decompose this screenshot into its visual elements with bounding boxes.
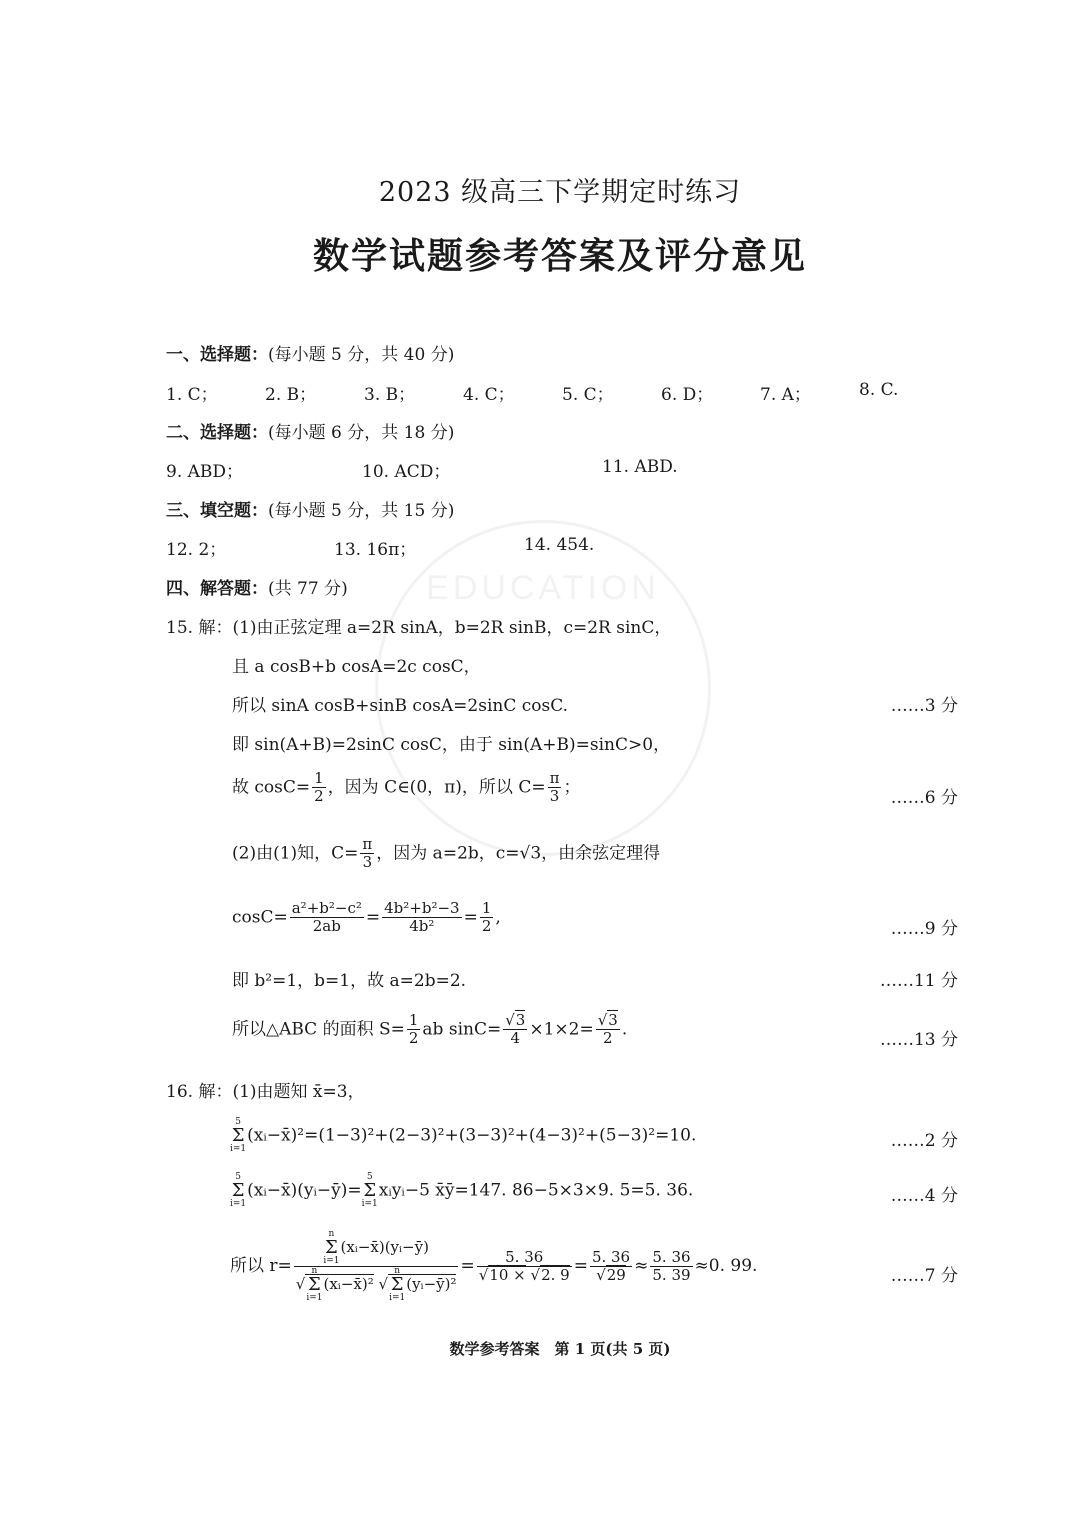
section-1-heading bbox=[166, 340, 454, 365]
fraction-value-1 bbox=[477, 1249, 572, 1285]
sqrt-term-x bbox=[305, 1266, 374, 1303]
sqrt-radicand: 3 bbox=[608, 1011, 618, 1029]
frac-num: π bbox=[549, 769, 560, 787]
frac-num: 4b²+b²−3 bbox=[384, 899, 460, 917]
answer-6: 6. D； bbox=[661, 385, 714, 405]
p16-line-1: 16. 解：(1)由题知 x̄=3， bbox=[166, 1082, 365, 1102]
section-4-heading bbox=[166, 574, 348, 599]
fraction-value-3 bbox=[650, 1249, 692, 1285]
fraction-sqrt3-over-2 bbox=[596, 1012, 620, 1048]
fraction-sqrt3-over-4 bbox=[503, 1012, 527, 1048]
fraction-correlation bbox=[294, 1230, 459, 1303]
sigma-bottom: i=1 bbox=[361, 1199, 378, 1209]
section-2-heading bbox=[166, 418, 454, 443]
den-x: (xᵢ−x̄)² bbox=[323, 1275, 374, 1293]
section-2-label: 二、选择题： bbox=[166, 423, 268, 443]
p15-l5-a: 故 cosC= bbox=[232, 777, 311, 798]
p15-line-5 bbox=[232, 770, 580, 806]
frac-den: 2 bbox=[481, 917, 492, 936]
frac-num: π bbox=[362, 835, 373, 853]
sqrt-29: 29 bbox=[606, 1266, 626, 1284]
frac-den: 4 bbox=[510, 1029, 521, 1048]
sigma-top: 5 bbox=[235, 1117, 241, 1127]
fraction-half bbox=[480, 900, 494, 936]
frac-num: 1 bbox=[314, 769, 324, 787]
p16-line-4: 所以 r= n Σ i=1(xᵢ−x̄)(yᵢ−ȳ) √n Σ i=1(xᵢ−x̄)² √n Σ i=1(yᵢ−ȳ)² = $\frac{5. 36}{√10 \times √2. 9}$ = $\frac{5. 36}{√29}$ ≈ $\frac{5. 36}{5. 39}$ ≈0. 99. bbox=[230, 1229, 758, 1303]
frac-num: 5. 36 bbox=[477, 1249, 572, 1267]
frac-num: 5. 36 bbox=[591, 1247, 631, 1266]
fraction-pi-third bbox=[548, 770, 562, 806]
section-2-note: (每小题 6 分，共 18 分) bbox=[268, 423, 455, 443]
p15-l6-a: (2)由(1)知，C= bbox=[232, 843, 359, 864]
p15-l9-b: ab sinC= bbox=[422, 1019, 502, 1040]
answer-13: 13. 16π； bbox=[334, 540, 417, 560]
frac-den: 3 bbox=[362, 853, 373, 872]
frac-den: 2 bbox=[602, 1029, 613, 1048]
title-line2: 数学试题参考答案及评分意见 bbox=[312, 235, 807, 277]
fraction-pi-third bbox=[360, 836, 374, 872]
p15-l5-c: ； bbox=[563, 777, 581, 798]
p16-score-7: ……7 分 bbox=[890, 1266, 958, 1286]
p15-score-11: ……11 分 bbox=[879, 971, 958, 991]
frac-num: √3 bbox=[505, 1011, 526, 1029]
p15-line-8: 即 b²=1，b=1，故 a=2b=2. bbox=[232, 971, 467, 991]
sigma-icon: n Σ i=1 bbox=[389, 1266, 406, 1303]
answer-3: 3. B； bbox=[364, 385, 416, 405]
answer-1: 1. C； bbox=[166, 385, 218, 405]
page-footer: 数学参考答案 第 1 页(共 5 页) bbox=[449, 1340, 671, 1358]
p15-line-7: cosC= $\frac{\text{a²+b²−c²}}{2ab}$ = $\frac{\text{4b²+b²−3}}{\text{4b²}}$ = $\frac{1}{2}$ , bbox=[232, 899, 501, 936]
sigma-bottom: i=1 bbox=[230, 1144, 247, 1154]
section-3-note: (每小题 5 分，共 15 分) bbox=[268, 501, 455, 521]
sigma-bottom: i=1 bbox=[389, 1293, 406, 1303]
sigma-bottom: i=1 bbox=[306, 1293, 323, 1303]
sqrt-2-9: 2. 9 bbox=[541, 1266, 570, 1284]
sigma-icon: 5 Σ i=1 bbox=[361, 1172, 378, 1209]
section-4-note: (共 77 分) bbox=[268, 579, 348, 599]
frac-den: √10 × √2. 9 bbox=[478, 1266, 570, 1284]
p15-score-3: ……3 分 bbox=[890, 696, 958, 716]
p15-line-4: 即 sin(A+B)=2sinC cosC，由于 sin(A+B)=sinC>0， bbox=[232, 735, 671, 755]
answer-8: 8. C. bbox=[859, 380, 899, 400]
p16-score-4: ……4 分 bbox=[890, 1186, 958, 1206]
frac-den: 2 bbox=[314, 787, 324, 806]
section-1-note: (每小题 5 分，共 40 分) bbox=[268, 345, 455, 365]
sigma-icon: n Σ i=1 bbox=[306, 1266, 323, 1303]
fraction-cosine-law bbox=[290, 900, 364, 936]
frac-num: a²+b²−c² bbox=[291, 899, 362, 917]
sigma-top: n bbox=[394, 1266, 401, 1276]
answer-10: 10. ACD； bbox=[362, 462, 451, 482]
answer-4: 4. C； bbox=[463, 385, 515, 405]
frac-den: 5. 39 bbox=[652, 1266, 691, 1284]
p15-l9-a: 所以△ABC 的面积 S= bbox=[232, 1019, 405, 1040]
section-3-label: 三、填空题： bbox=[166, 501, 268, 521]
answer-5: 5. C； bbox=[562, 385, 614, 405]
frac-num bbox=[294, 1230, 459, 1267]
frac-num: 1 bbox=[408, 1011, 419, 1029]
sigma-top: 5 bbox=[366, 1172, 373, 1182]
p16-l2-text: (xᵢ−x̄)²=(1−3)²+(2−3)²+(3−3)²+(4−3)²+(5−3)²=10. bbox=[247, 1125, 697, 1146]
answer-7: 7. A； bbox=[760, 385, 811, 405]
sigma-bottom: i=1 bbox=[323, 1256, 340, 1266]
frac-num: 1 bbox=[481, 899, 492, 917]
den-y: (yᵢ−ȳ)² bbox=[406, 1275, 457, 1293]
sqrt-term-y bbox=[388, 1266, 457, 1303]
sigma-bottom: i=1 bbox=[230, 1199, 247, 1209]
num-text: (xᵢ−x̄)(yᵢ−ȳ) bbox=[340, 1238, 429, 1256]
answer-14: 14. 454. bbox=[524, 535, 595, 555]
p16-score-2: ……2 分 bbox=[890, 1131, 958, 1151]
frac-den: 3 bbox=[549, 787, 560, 806]
sqrt-radicand: 3 bbox=[515, 1011, 526, 1029]
watermark-seal bbox=[375, 520, 711, 856]
sigma-top: 5 bbox=[235, 1172, 241, 1182]
frac-den: 4b² bbox=[409, 917, 435, 936]
p15-line-1: 15. 解：(1)由正弦定理 a=2R sinA，b=2R sinB，c=2R sinC， bbox=[166, 618, 672, 638]
sigma-top: n bbox=[311, 1266, 318, 1276]
p15-l5-b: ，因为 C∈(0，π)，所以 C= bbox=[327, 777, 546, 798]
section-3-heading bbox=[166, 496, 454, 521]
fraction-value-2 bbox=[590, 1249, 632, 1285]
fraction-half bbox=[407, 1012, 421, 1048]
answer-12: 12. 2； bbox=[166, 540, 227, 560]
p16-line-3 bbox=[230, 1173, 693, 1209]
answer-9: 9. ABD； bbox=[166, 462, 244, 482]
p15-line-2: 且 a cosB+b cosA=2c cosC， bbox=[232, 657, 481, 677]
sqrt-10-times: 10 × bbox=[489, 1266, 526, 1284]
frac-num: 5. 36 bbox=[652, 1247, 691, 1266]
p15-score-9: ……9 分 bbox=[890, 919, 958, 939]
title-line1: 2023 级高三下学期定时练习 bbox=[378, 177, 742, 208]
frac-den: √29 bbox=[596, 1266, 626, 1284]
sigma-icon: 5 Σ i=1 bbox=[230, 1172, 247, 1209]
sigma-top: n bbox=[328, 1229, 335, 1239]
p15-l7-a: cosC= bbox=[232, 907, 288, 928]
section-1-label: 一、选择题： bbox=[166, 345, 268, 365]
watermark-text: EDUCATION bbox=[426, 569, 660, 607]
fraction-substituted bbox=[382, 900, 461, 936]
p16-line-2 bbox=[230, 1118, 696, 1154]
frac-den: 2ab bbox=[312, 917, 341, 936]
p15-line-3: 所以 sinA cosB+sinB cosA=2sinC cosC. bbox=[232, 696, 569, 716]
p15-l6-b: ，因为 a=2b，c=√3，由余弦定理得 bbox=[376, 843, 661, 864]
p16-approx: ≈0. 99. bbox=[694, 1256, 758, 1276]
frac-den: √n Σ i=1(xᵢ−x̄)² √n Σ i=1(yᵢ−ȳ)² bbox=[295, 1266, 457, 1303]
fraction-half bbox=[312, 770, 326, 806]
section-4-label: 四、解答题： bbox=[166, 579, 268, 599]
p15-score-13: ……13 分 bbox=[879, 1030, 958, 1050]
p16-l4-a: 所以 r= bbox=[230, 1256, 292, 1276]
p15-score-6: ……6 分 bbox=[890, 788, 958, 808]
p15-l9-c: ×1×2= bbox=[529, 1019, 594, 1040]
p15-line-9: 所以△ABC 的面积 S= $\frac{1}{2}$ ab sinC= $\frac{√3}{4}$ ×1×2= $\frac{√3}{2}$ . bbox=[232, 1011, 628, 1048]
sigma-icon: n Σ i=1 bbox=[323, 1229, 340, 1266]
p16-l3-a: (xᵢ−x̄)(yᵢ−ȳ)= bbox=[247, 1180, 362, 1201]
p15-line-6 bbox=[232, 836, 660, 872]
frac-den: 2 bbox=[408, 1029, 419, 1048]
p16-l3-b: xᵢyᵢ−5 x̄ȳ=147. 86−5×3×9. 5=5. 36. bbox=[378, 1180, 694, 1201]
sigma-icon: 5 Σ i=1 bbox=[230, 1117, 247, 1154]
answer-2: 2. B； bbox=[265, 385, 317, 405]
frac-num: √3 bbox=[597, 1011, 618, 1029]
answer-11: 11. ABD. bbox=[602, 457, 678, 477]
